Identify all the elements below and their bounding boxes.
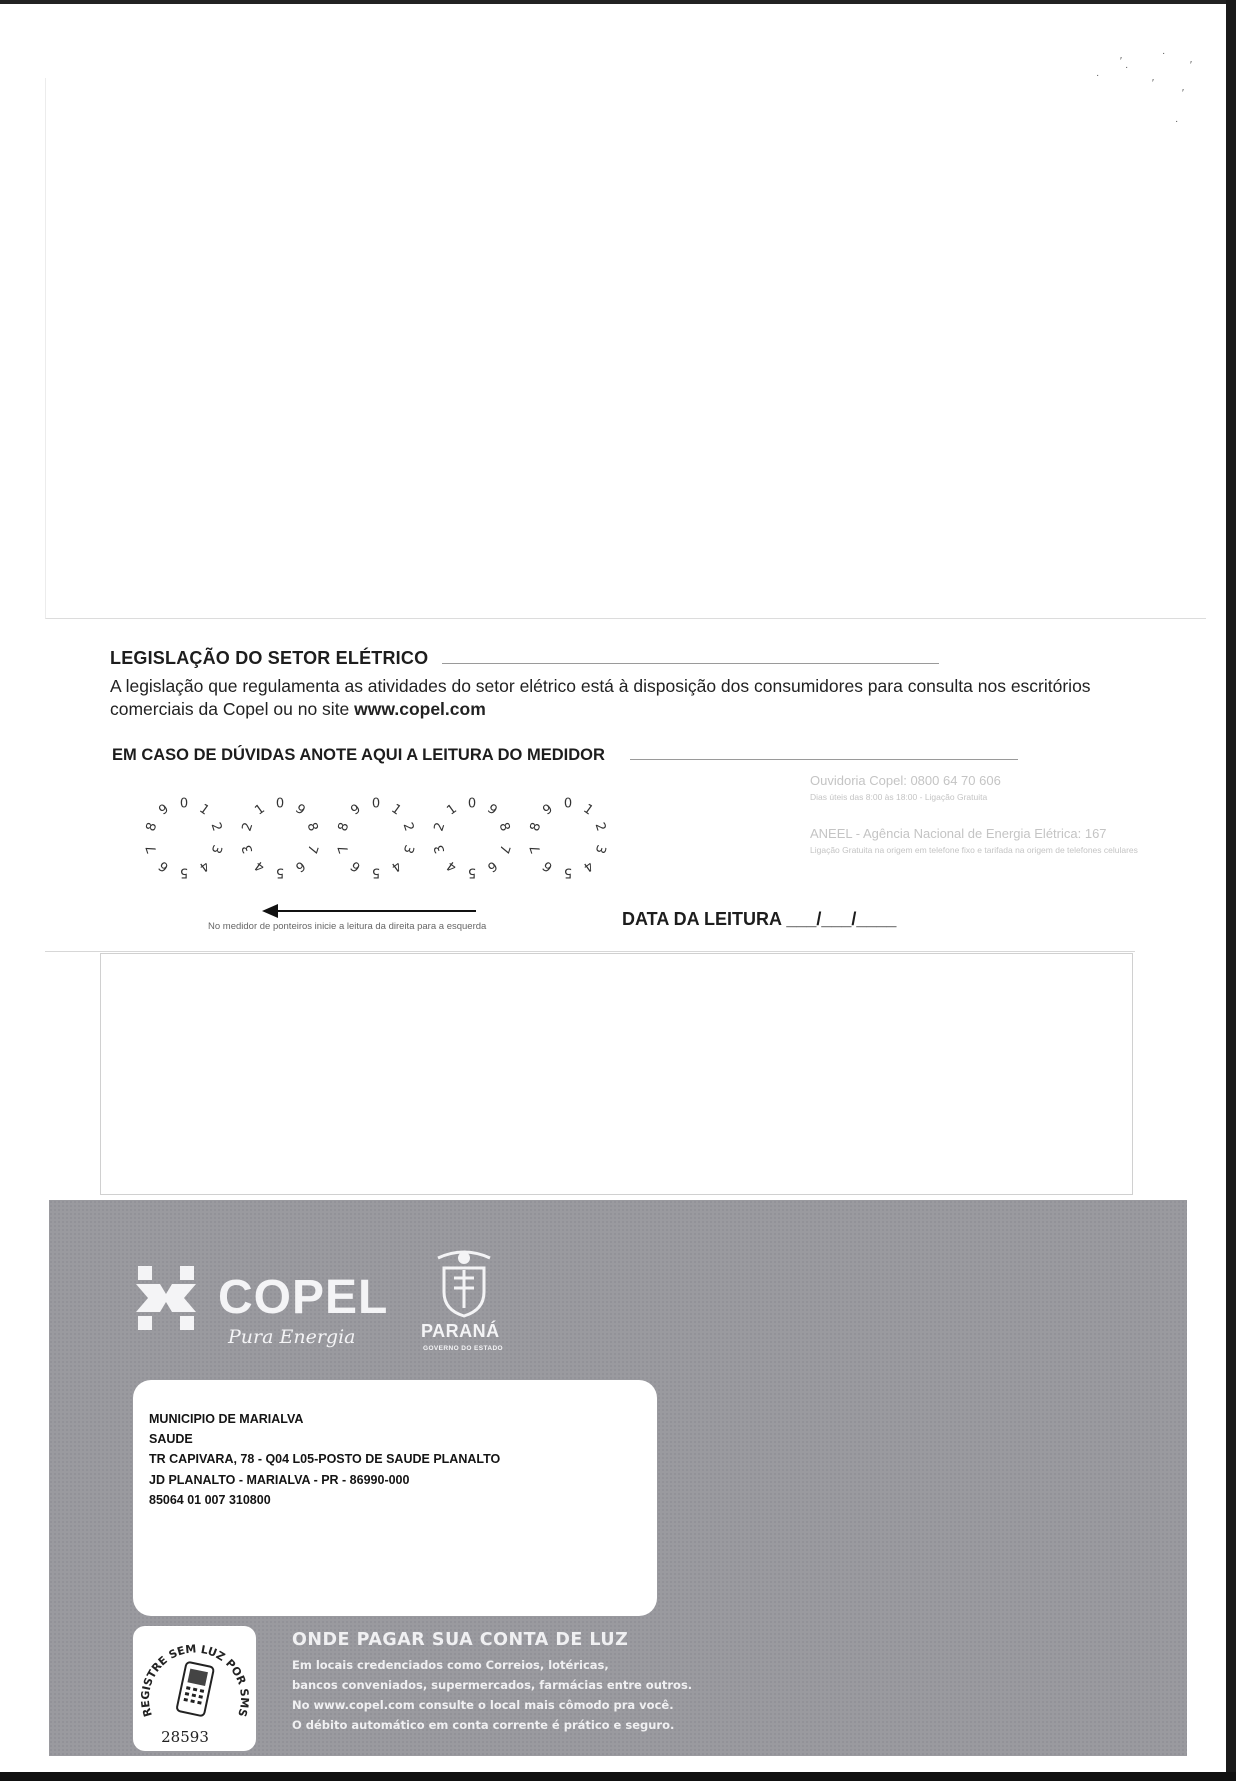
dial-digit: 9 <box>348 801 364 819</box>
notes-box <box>100 953 1133 1195</box>
meter-dial <box>140 790 232 890</box>
dial-digit: 2 <box>431 821 449 834</box>
onde-pagar-line: No www.copel.com consulte o local mais cômodo pra você. <box>292 1698 674 1712</box>
dial-digit: 3 <box>591 842 609 855</box>
legislacao-title: LEGISLAÇÃO DO SETOR ELÉTRICO <box>110 648 429 668</box>
dial-digit: 8 <box>143 821 161 834</box>
ouvidoria-phone: Ouvidoria Copel: 0800 64 70 606 <box>810 773 1001 788</box>
meter-dial <box>428 790 520 890</box>
data-leitura-label: DATA DA LEITURA <box>622 909 782 929</box>
dial-digit: 7 <box>527 842 545 855</box>
dial-digit: 1 <box>196 801 212 819</box>
address-line: MUNICIPIO DE MARIALVA <box>149 1412 304 1426</box>
sms-ring-text: REGISTRE SEM LUZ POR SMS <box>138 1642 252 1719</box>
dial-digit: 2 <box>239 821 257 834</box>
legislacao-body: A legislação que regulamenta as atividades do setor elétrico está à disposição dos consumidores para consulta nos escritórios comerciais da Copel ou no site <box>110 676 1091 719</box>
dial-digit: 1 <box>444 801 460 819</box>
address-line: SAUDE <box>149 1432 193 1446</box>
address-line: TR CAPIVARA, 78 - Q04 L05-POSTO DE SAUDE PLANALTO <box>149 1452 501 1466</box>
copel-site-link[interactable]: www.copel.com <box>354 699 486 719</box>
arrow-caption: No medidor de ponteiros inicie a leitura da direita para a esquerda <box>208 921 487 932</box>
sms-number: 28593 <box>161 1728 209 1746</box>
dial-digit: 5 <box>467 864 477 880</box>
address-line: 85064 01 007 310800 <box>149 1493 271 1507</box>
meter-dial <box>524 790 616 890</box>
aneel-phone: ANEEL - Agência Nacional de Energia Elétrica: 167 <box>810 826 1107 841</box>
aneel-note: Ligação Gratuita na origem em telefone fixo e tarifada na origem de telefones celulares <box>810 845 1138 855</box>
onde-pagar-line: Em locais credenciados como Correios, lotéricas, <box>292 1658 609 1672</box>
duvidas-title: EM CASO DE DÚVIDAS ANOTE AQUI A LEITURA DO MEDIDOR <box>112 746 605 764</box>
meter-dial <box>332 790 424 890</box>
dial-digit: 3 <box>431 842 449 855</box>
meter-dial <box>236 790 328 890</box>
dial-digit: 0 <box>563 796 573 812</box>
title-rule <box>630 759 1018 760</box>
parana-crest-icon <box>428 1248 500 1318</box>
bottom-edge <box>0 1772 1236 1781</box>
ouvidoria-hours: Dias úteis das 8:00 às 18:00 - Ligação Gratuita <box>810 792 988 802</box>
scan-specks: ′ · · · ′ ′ ′ · <box>1096 48 1192 127</box>
dial-digit: 7 <box>335 842 353 855</box>
parana-name: PARANÁ <box>421 1321 500 1341</box>
dial-digit: 9 <box>540 801 556 819</box>
meter-dials <box>140 790 620 890</box>
address-line: JD PLANALTO - MARIALVA - PR - 86990-000 <box>149 1473 410 1487</box>
dial-digit: 5 <box>275 864 285 880</box>
dial-digit: 4 <box>252 856 268 875</box>
dial-digit: 4 <box>196 856 212 875</box>
dial-digit: 8 <box>335 821 353 834</box>
data-leitura <box>622 909 896 930</box>
legislacao-text <box>110 675 1120 721</box>
divider <box>45 951 1135 952</box>
dial-digit: 6 <box>540 856 556 875</box>
dial-digit: 8 <box>495 821 513 834</box>
dial-digit: 0 <box>275 796 285 812</box>
dial-digit: 5 <box>563 864 573 880</box>
copel-slogan: Pura Energia <box>228 1326 356 1348</box>
dial-digit: 4 <box>444 856 460 875</box>
dial-digit: 0 <box>179 796 189 812</box>
onde-pagar-line: bancos conveniados, supermercados, farmácias entre outros. <box>292 1678 693 1692</box>
dial-digit: 5 <box>371 864 381 880</box>
dial-digit: 2 <box>591 821 609 834</box>
dial-digit: 2 <box>207 821 225 834</box>
dial-digit: 9 <box>156 801 172 819</box>
dial-digit: 5 <box>179 864 189 880</box>
dial-digit: 6 <box>348 856 364 875</box>
parana-subtitle: GOVERNO DO ESTADO <box>423 1345 503 1352</box>
dial-digit: 8 <box>303 821 321 834</box>
dial-digit: 3 <box>207 842 225 855</box>
dial-digit: 1 <box>252 801 268 819</box>
copel-name: COPEL <box>218 1271 389 1324</box>
dial-digit: 3 <box>239 842 257 855</box>
dial-digit: 6 <box>484 856 500 875</box>
onde-pagar-title: ONDE PAGAR SUA CONTA DE LUZ <box>292 1630 629 1650</box>
dial-digit: 7 <box>143 842 161 855</box>
dial-digit: 9 <box>484 801 500 819</box>
onde-pagar-line: O débito automático em conta corrente é prático e seguro. <box>292 1718 675 1732</box>
copel-logo-icon <box>130 1262 202 1334</box>
dial-digit: 7 <box>303 842 321 855</box>
sms-badge-art <box>133 1626 256 1751</box>
dial-digit: 3 <box>399 842 417 855</box>
dial-digit: 4 <box>388 856 404 875</box>
title-rule <box>442 663 939 664</box>
top-edge <box>0 0 1236 4</box>
phone-icon <box>176 1662 214 1717</box>
right-edge <box>1226 0 1236 1781</box>
dial-digit: 8 <box>527 821 545 834</box>
dial-digit: 1 <box>388 801 404 819</box>
data-leitura-blank: ___/___/____ <box>786 909 897 929</box>
dial-digit: 4 <box>580 856 596 875</box>
dial-digit: 7 <box>495 842 513 855</box>
dial-digit: 1 <box>580 801 596 819</box>
left-arrow-icon <box>262 904 477 918</box>
dial-digit: 0 <box>467 796 477 812</box>
dial-digit: 6 <box>292 856 308 875</box>
arrow-shaft <box>276 910 476 912</box>
dial-digit: 6 <box>156 856 172 875</box>
dial-digit: 9 <box>292 801 308 819</box>
sms-badge <box>133 1626 256 1751</box>
blank-message-area <box>45 78 1206 619</box>
dial-digit: 2 <box>399 821 417 834</box>
dial-digit: 0 <box>371 796 381 812</box>
